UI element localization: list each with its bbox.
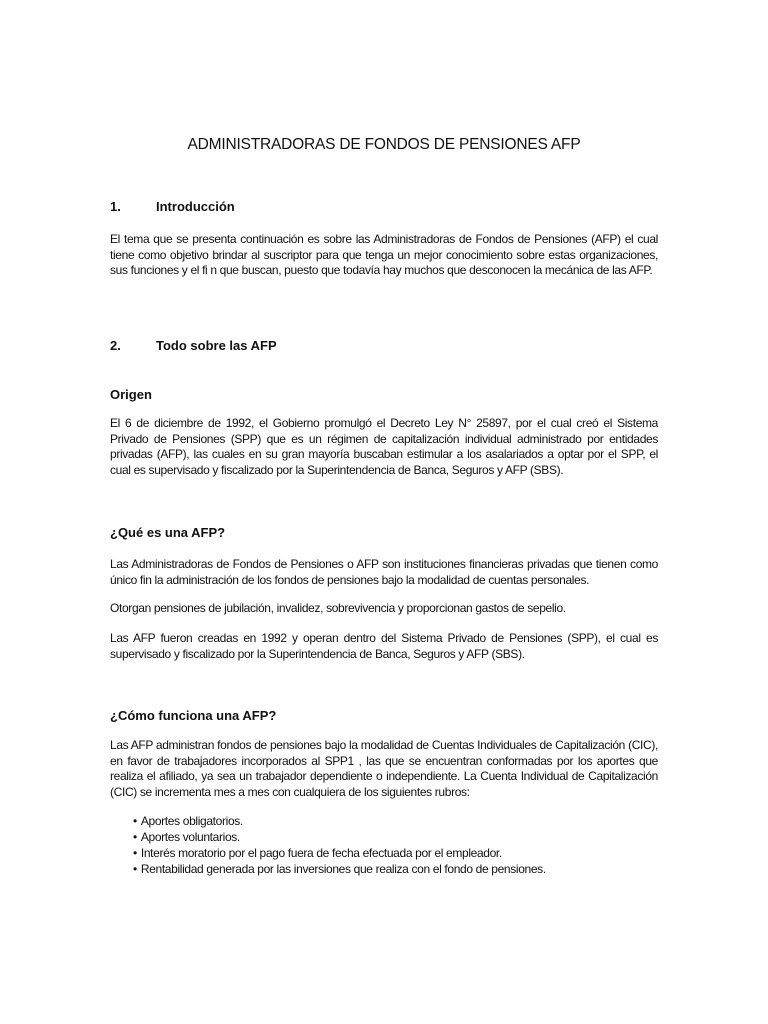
que-es-paragraph-1: Las Administradoras de Fondos de Pensiones o AFP son instituciones financieras privadas que tienen como único fin la administración de los fondos de pensiones bajo la modalidad de cuentas personales. xyxy=(110,557,658,587)
section-1-heading xyxy=(110,199,235,214)
origen-heading: Origen xyxy=(110,387,152,402)
section-1-title: Introducción xyxy=(156,199,235,214)
como-funciona-heading: ¿Cómo funciona una AFP? xyxy=(110,708,277,723)
section-1-number: 1. xyxy=(110,199,121,214)
document-title: ADMINISTRADORAS DE FONDOS DE PENSIONES AFP xyxy=(187,136,581,153)
origen-paragraph: El 6 de diciembre de 1992, el Gobierno promulgó el Decreto Ley N° 25897, por el cual creó el Sistema Privado de Pensiones (SPP) que es un régimen de capitalización individual administrado por entidades privadas (AFP), las cuales en su gran mayoría buscaban estimular a los asalariados a optar por el SPP, el cual es supervisado y fiscalizado por la Superintendencia de Banca, Seguros y AFP (SBS). xyxy=(110,416,658,477)
list-item: • Rentabilidad generada por las inversiones que realiza con el fondo de pensiones. xyxy=(133,861,546,877)
list-item: • Interés moratorio por el pago fuera de fecha efectuada por el empleador. xyxy=(133,845,546,861)
section-2-number: 2. xyxy=(110,338,121,353)
intro-paragraph: El tema que se presenta continuación es sobre las Administradoras de Fondos de Pensiones (AFP) el cual tiene como objetivo brindar al suscriptor para que tenga un mejor conocimiento sobre estas organizaciones, sus funciones y el fi n que buscan, puesto que todavía hay muchos que desconocen la mecánica de las AFP. xyxy=(110,232,658,277)
rubros-list xyxy=(133,813,546,877)
que-es-heading: ¿Qué es una AFP? xyxy=(110,525,226,540)
section-2-title: Todo sobre las AFP xyxy=(156,338,277,353)
que-es-paragraph-3: Las AFP fueron creadas en 1992 y operan dentro del Sistema Privado de Pensiones (SPP), el cual es supervisado y fiscalizado por la Superintendencia de Banca, Seguros y AFP (SBS). xyxy=(110,631,658,661)
list-item: • Aportes voluntarios. xyxy=(133,829,546,845)
section-2-heading xyxy=(110,338,277,353)
que-es-paragraph-2: Otorgan pensiones de jubilación, invalidez, sobrevivencia y proporcionan gastos de sepelio. xyxy=(110,601,566,615)
list-item: • Aportes obligatorios. xyxy=(133,813,546,829)
como-funciona-paragraph: Las AFP administran fondos de pensiones bajo la modalidad de Cuentas Individuales de Capitalización (CIC), en favor de trabajadores incorporados al SPP1 , las que se encuentran conformadas por los aportes que realiza el afiliado, ya sea un trabajador dependiente o independiente. La Cuenta Individual de Capitalización (CIC) se incrementa mes a mes con cualquiera de los siguientes rubros: xyxy=(110,738,658,799)
